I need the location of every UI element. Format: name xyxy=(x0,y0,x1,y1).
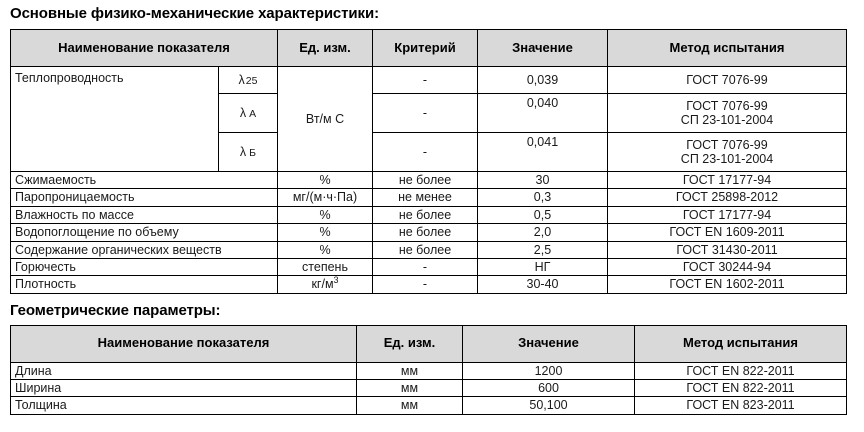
thermal-symbol-lambda25 xyxy=(219,67,278,94)
lambda-index: 25 xyxy=(245,74,258,87)
row-label-moisture-by-mass: Влажность по массе xyxy=(11,206,278,223)
criterion-moisture-by-mass: не более xyxy=(373,206,478,223)
row-label-compressibility: Сжимаемость xyxy=(11,172,278,189)
value-thickness: 50,100 xyxy=(463,397,635,414)
unit-moisture-by-mass: % xyxy=(278,206,373,223)
table-row xyxy=(11,189,847,206)
table-row xyxy=(11,380,847,397)
criterion-compressibility: не более xyxy=(373,172,478,189)
value-lambdaB: 0,041 xyxy=(478,133,608,172)
table-row xyxy=(11,172,847,189)
method-density: ГОСТ EN 1602-2011 xyxy=(608,276,847,293)
geometric-parameters-table xyxy=(10,325,847,415)
value-lambda25: 0,039 xyxy=(478,67,608,94)
main-table-body xyxy=(11,67,847,294)
method-line-1: ГОСТ 7076-99 xyxy=(686,137,768,152)
unit-vapour-permeability: мг/(м·ч·Па) xyxy=(278,189,373,206)
column-header-value: Значение xyxy=(478,30,608,67)
table-row xyxy=(11,206,847,223)
table-header-row xyxy=(11,325,847,362)
method-compressibility: ГОСТ 17177-94 xyxy=(608,172,847,189)
unit-width: мм xyxy=(357,380,463,397)
row-label-length: Длина xyxy=(11,362,357,379)
value-vapour-permeability: 0,3 xyxy=(478,189,608,206)
method-organic-content: ГОСТ 31430-2011 xyxy=(608,241,847,258)
table-row xyxy=(11,397,847,414)
lambda-glyph: λ xyxy=(239,144,247,159)
table-row xyxy=(11,241,847,258)
criterion-vapour-permeability: не менее xyxy=(373,189,478,206)
column-header-method: Метод испытания xyxy=(608,30,847,67)
row-label-vapour-permeability: Паропроницаемость xyxy=(11,189,278,206)
page-title-geometry: Геометрические параметры: xyxy=(10,301,221,319)
unit-compressibility: % xyxy=(278,172,373,189)
page-title-main: Основные физико-механические характеристики: xyxy=(10,5,379,22)
geometry-table-body xyxy=(11,362,847,414)
value-compressibility: 30 xyxy=(478,172,608,189)
row-label-thermal-conductivity: Теплопроводность xyxy=(11,67,219,172)
table-row xyxy=(11,362,847,379)
unit-combustibility: степень xyxy=(278,258,373,275)
unit-density-base: кг/м xyxy=(311,277,334,292)
criterion-combustibility: - xyxy=(373,258,478,275)
column-header-unit: Ед. изм. xyxy=(278,30,373,67)
criterion-water-absorption: не более xyxy=(373,224,478,241)
main-table-header xyxy=(11,30,847,67)
table-row xyxy=(11,67,847,94)
thermal-symbol-lambdaB xyxy=(219,133,278,172)
method-line-2: СП 23-101-2004 xyxy=(680,113,774,127)
value-organic-content: 2,5 xyxy=(478,241,608,258)
method-water-absorption: ГОСТ EN 1609-2011 xyxy=(608,224,847,241)
unit-water-absorption: % xyxy=(278,224,373,241)
value-lambdaA: 0,040 xyxy=(478,94,608,133)
lambda-index: А xyxy=(249,107,257,120)
table-row xyxy=(11,258,847,275)
method-line-2: СП 23-101-2004 xyxy=(680,152,774,166)
table-header-row xyxy=(11,30,847,67)
value-density: 30-40 xyxy=(478,276,608,293)
method-width: ГОСТ EN 822-2011 xyxy=(635,380,847,397)
physical-mechanical-table xyxy=(10,29,847,294)
table-row xyxy=(11,276,847,293)
row-label-density: Плотность xyxy=(11,276,278,293)
value-width: 600 xyxy=(463,380,635,397)
value-water-absorption: 2,0 xyxy=(478,224,608,241)
method-line-1: ГОСТ 7076-99 xyxy=(686,98,768,113)
method-combustibility: ГОСТ 30244-94 xyxy=(608,258,847,275)
unit-density xyxy=(278,276,373,293)
criterion-lambda25: - xyxy=(373,67,478,94)
value-combustibility: НГ xyxy=(478,258,608,275)
method-vapour-permeability: ГОСТ 25898-2012 xyxy=(608,189,847,206)
method-lambdaA xyxy=(608,94,847,133)
row-label-water-absorption: Водопоглощение по объему xyxy=(11,224,278,241)
method-length: ГОСТ EN 822-2011 xyxy=(635,362,847,379)
unit-thickness: мм xyxy=(357,397,463,414)
value-moisture-by-mass: 0,5 xyxy=(478,206,608,223)
column-header-name: Наименование показателя xyxy=(11,30,278,67)
row-label-combustibility: Горючесть xyxy=(11,258,278,275)
lambda-glyph: λ xyxy=(238,72,245,87)
column-header-method: Метод испытания xyxy=(635,325,847,362)
column-header-criterion: Критерий xyxy=(373,30,478,67)
unit-organic-content: % xyxy=(278,241,373,258)
lambda-glyph: λ xyxy=(239,105,247,120)
column-header-name: Наименование показателя xyxy=(11,325,357,362)
criterion-density: - xyxy=(373,276,478,293)
column-header-value: Значение xyxy=(463,325,635,362)
lambda-index: Б xyxy=(249,146,257,159)
method-moisture-by-mass: ГОСТ 17177-94 xyxy=(608,206,847,223)
criterion-lambdaB: - xyxy=(373,133,478,172)
method-lambdaB xyxy=(608,133,847,172)
criterion-lambdaA: - xyxy=(373,94,478,133)
criterion-organic-content: не более xyxy=(373,241,478,258)
unit-thermal-conductivity: Вт/м С xyxy=(278,67,373,172)
table-row xyxy=(11,224,847,241)
unit-density-exponent: 3 xyxy=(333,275,339,286)
method-lambda25: ГОСТ 7076-99 xyxy=(608,67,847,94)
value-length: 1200 xyxy=(463,362,635,379)
method-thickness: ГОСТ EN 823-2011 xyxy=(635,397,847,414)
geometry-table-header xyxy=(11,325,847,362)
unit-length: мм xyxy=(357,362,463,379)
column-header-unit: Ед. изм. xyxy=(357,325,463,362)
row-label-organic-content: Содержание органических веществ xyxy=(11,241,278,258)
row-label-thickness: Толщина xyxy=(11,397,357,414)
thermal-symbol-lambdaA xyxy=(219,94,278,133)
row-label-width: Ширина xyxy=(11,380,357,397)
